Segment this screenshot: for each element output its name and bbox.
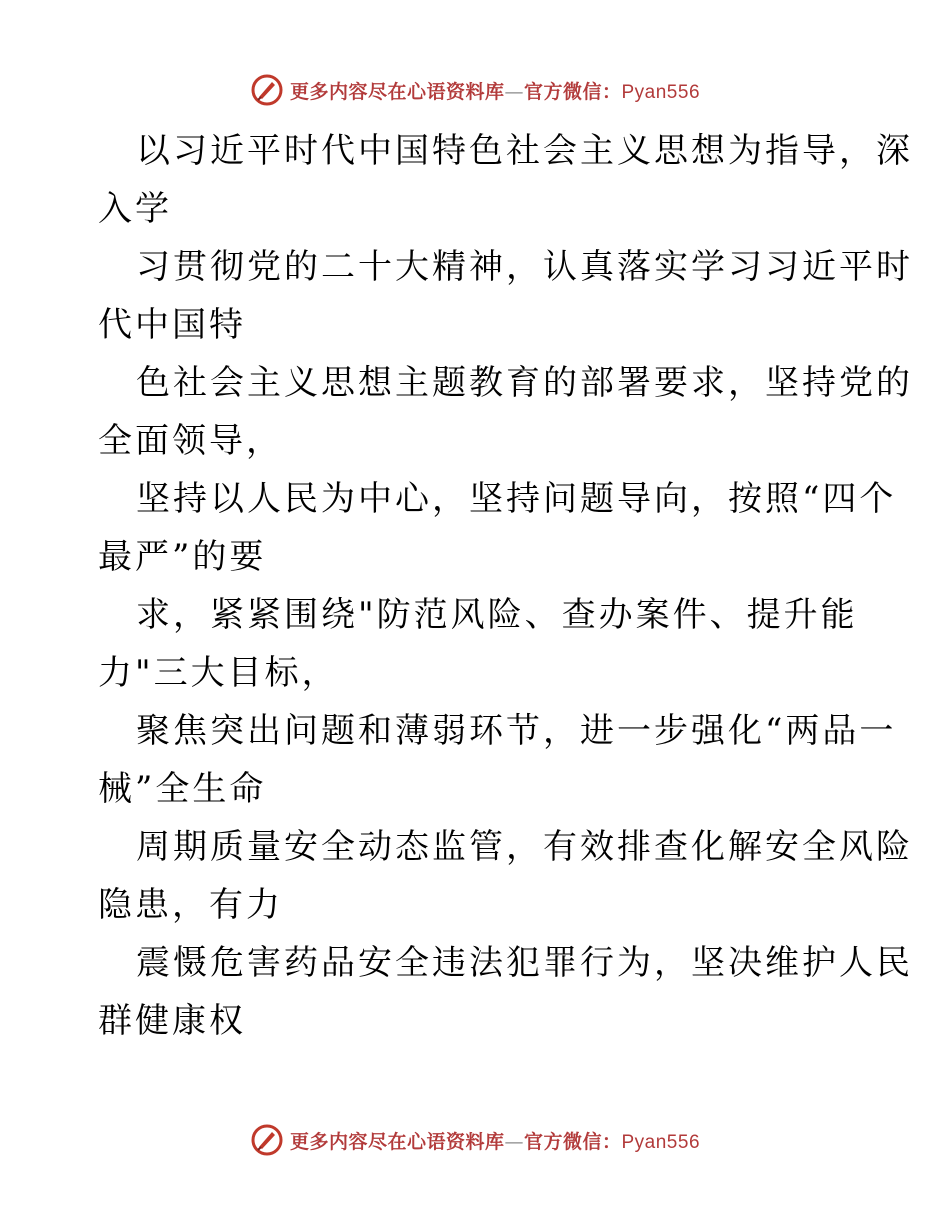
red-quill-logo-icon	[250, 1123, 284, 1157]
watermark-text: 更多内容尽在心语资料库—官方微信：Pyan556	[289, 80, 701, 103]
text-line: 色社会主义思想主题教育的部署要求，坚持党的	[136, 363, 913, 403]
text-line: 聚焦突出问题和薄弱环节，进一步强化“两品一	[136, 711, 897, 751]
text-line: 求，紧紧围绕"防范风险、查办案件、提升能	[136, 595, 858, 635]
text-line: 代中国特	[98, 305, 246, 345]
text-line: 群健康权	[98, 1001, 246, 1041]
watermark-text: 更多内容尽在心语资料库—官方微信：Pyan556	[289, 1130, 701, 1153]
text-line: 全面领导，	[98, 421, 283, 461]
text-line: 习贯彻党的二十大精神，认真落实学习习近平时	[136, 247, 913, 287]
header-watermark	[0, 70, 950, 110]
footer-watermark	[0, 1120, 950, 1160]
text-line: 坚持以人民为中心，坚持问题导向，按照“四个	[136, 479, 897, 519]
text-line: 以习近平时代中国特色社会主义思想为指导，深	[136, 131, 913, 171]
text-line: 周期质量安全动态监管，有效排查化解安全风险	[136, 827, 913, 867]
text-line: 入学	[98, 189, 172, 229]
text-line: 最严”的要	[98, 537, 267, 577]
text-line: 隐患，有力	[98, 885, 283, 925]
text-line: 力"三大目标，	[98, 653, 339, 693]
document-body	[98, 122, 913, 1050]
red-quill-logo-icon	[250, 73, 284, 107]
text-line: 震慑危害药品安全违法犯罪行为，坚决维护人民	[136, 943, 913, 983]
text-line: 械”全生命	[98, 769, 267, 809]
